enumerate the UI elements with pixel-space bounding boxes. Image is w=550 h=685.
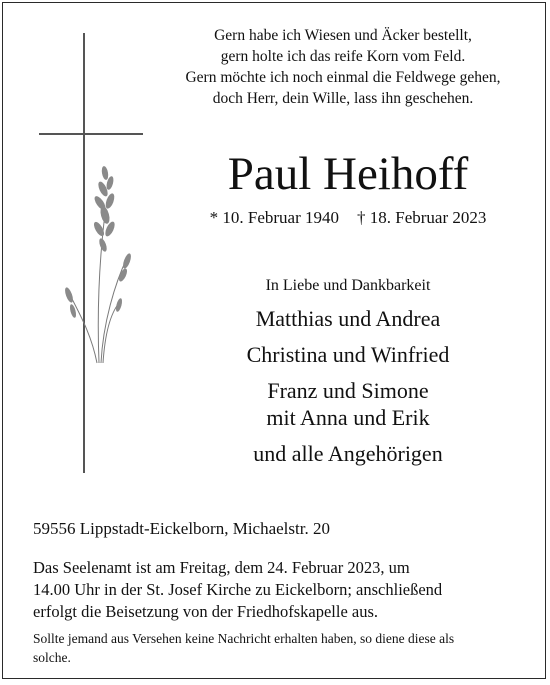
service-line: Das Seelenamt ist am Freitag, dem 24. Februar 2023, um xyxy=(33,558,410,577)
cross-with-wheat-icon xyxy=(39,33,151,473)
poem xyxy=(153,25,533,109)
note-line: Sollte jemand aus Versehen keine Nachricht erhalten haben, so diene diese als xyxy=(33,631,455,646)
mourner-name: und alle Angehörigen xyxy=(253,441,443,466)
poem-line: gern holte ich das reife Korn vom Feld. xyxy=(220,48,466,65)
poem-line: doch Herr, dein Wille, lass ihn geschehen. xyxy=(212,90,474,107)
death-date: † 18. Februar 2023 xyxy=(357,208,487,227)
address: 59556 Lippstadt-Eickelborn, Michaelstr. 20 xyxy=(33,519,330,538)
mourner-name: Matthias und Andrea xyxy=(255,306,441,331)
service-line: erfolgt die Beisetzung von der Friedhofskapelle aus. xyxy=(33,602,379,621)
obituary-notice xyxy=(2,2,546,679)
birth-date: * 10. Februar 1940 xyxy=(209,208,339,227)
mourner-name: Christina und Winfried xyxy=(246,342,450,367)
mourners-list xyxy=(153,305,543,476)
service-info xyxy=(33,557,523,623)
mourner-name: Franz und Simone xyxy=(267,378,429,403)
notification-note xyxy=(33,629,528,667)
poem-line: Gern habe ich Wiesen und Äcker bestellt, xyxy=(214,27,472,44)
service-line: 14.00 Uhr in der St. Josef Kirche zu Eickelborn; anschließend xyxy=(33,580,443,599)
life-dates xyxy=(153,208,543,228)
mourner-name: mit Anna und Erik xyxy=(266,405,430,430)
note-line: solche. xyxy=(33,650,71,665)
poem-line: Gern möchte ich noch einmal die Feldwege gehen, xyxy=(185,69,501,86)
deceased-name: Paul Heihoff xyxy=(227,148,469,200)
mourners-intro: In Liebe und Dankbarkeit xyxy=(265,277,431,294)
